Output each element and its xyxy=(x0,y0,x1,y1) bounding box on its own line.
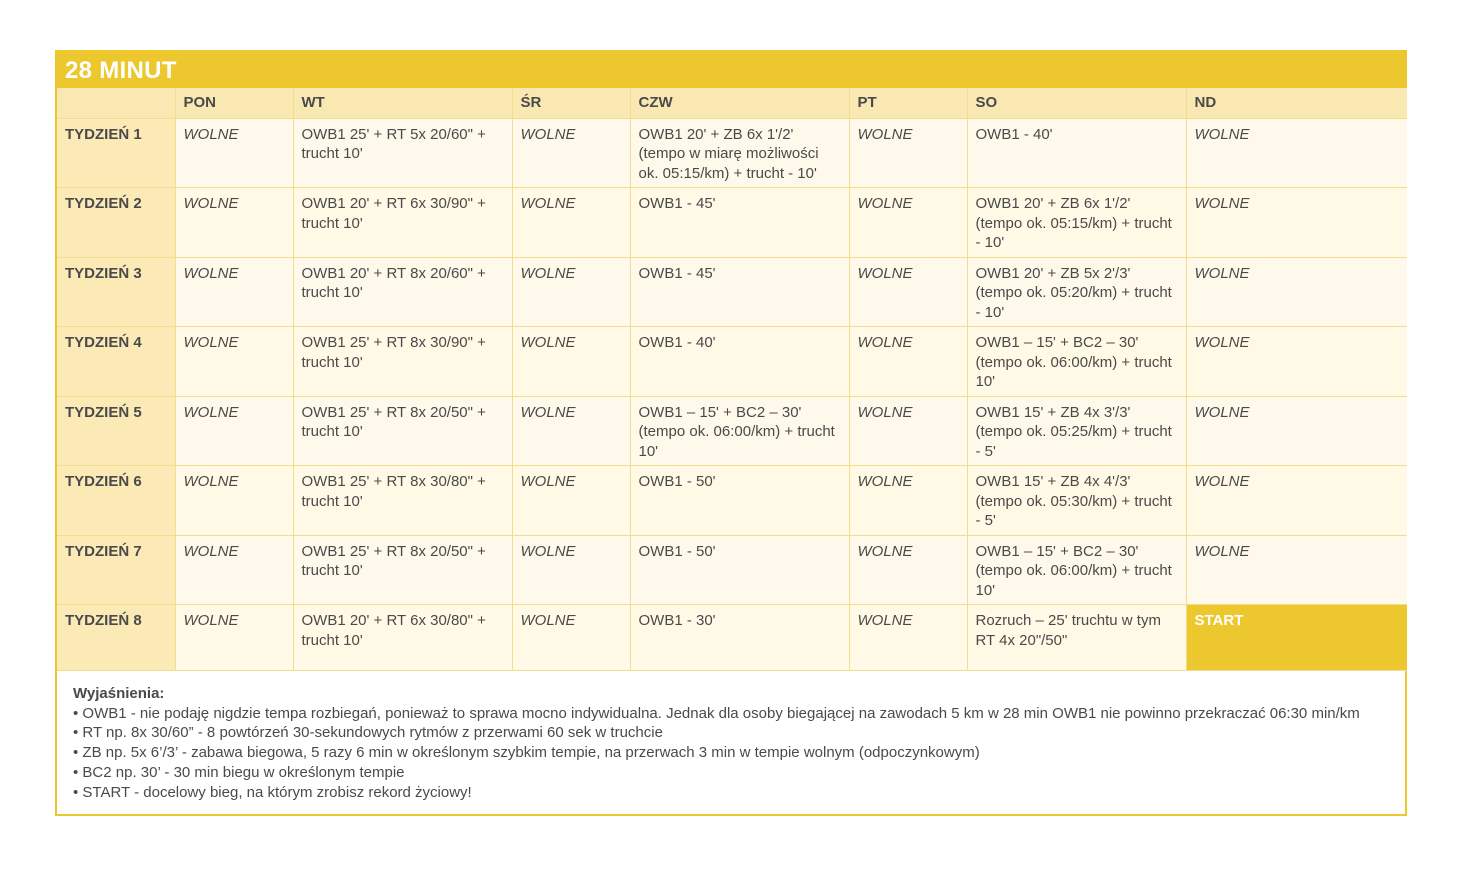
cell-pt: WOLNE xyxy=(849,118,967,188)
cell-czw: OWB1 - 30' xyxy=(630,605,849,671)
week-label: TYDZIEŃ 3 xyxy=(57,257,175,327)
cell-czw: OWB1 - 45' xyxy=(630,257,849,327)
explanation-item: • BC2 np. 30’ - 30 min biegu w określonym tempie xyxy=(73,763,405,781)
cell-czw: OWB1 - 50' xyxy=(630,466,849,536)
cell-wt: OWB1 25' + RT 8x 20/50" + trucht 10' xyxy=(293,396,512,466)
cell-pt: WOLNE xyxy=(849,396,967,466)
cell-wt: OWB1 20' + RT 8x 20/60" + trucht 10' xyxy=(293,257,512,327)
cell-czw: OWB1 – 15' + BC2 – 30' (tempo ok. 06:00/km) + trucht 10' xyxy=(630,396,849,466)
cell-wt: OWB1 25' + RT 8x 20/50" + trucht 10' xyxy=(293,535,512,605)
day-header-row xyxy=(57,88,1407,118)
explanation-item: • OWB1 - nie podaję nigdzie tempa rozbiegań, ponieważ to sprawa mocno indywidualna. Jednak dla osoby biegającej na zawodach 5 km w 28 min OWB1 nie powinno przekraczać 06:30 min/km xyxy=(73,704,1360,722)
cell-sr: WOLNE xyxy=(512,118,630,188)
cell-sr: WOLNE xyxy=(512,188,630,258)
week-label: TYDZIEŃ 4 xyxy=(57,327,175,397)
cell-sr: WOLNE xyxy=(512,535,630,605)
cell-pon: WOLNE xyxy=(175,188,293,258)
cell-pt: WOLNE xyxy=(849,188,967,258)
day-header-czw: CZW xyxy=(630,88,849,118)
day-header-wt: WT xyxy=(293,88,512,118)
week-label: TYDZIEŃ 6 xyxy=(57,466,175,536)
cell-sr: WOLNE xyxy=(512,466,630,536)
week-row xyxy=(57,466,1407,536)
cell-czw: OWB1 20' + ZB 6x 1'/2' (tempo w miarę możliwości ok. 05:15/km) + trucht - 10' xyxy=(630,118,849,188)
cell-so: OWB1 15' + ZB 4x 4'/3' (tempo ok. 05:30/km) + trucht - 5' xyxy=(967,466,1186,536)
week-row xyxy=(57,327,1407,397)
cell-wt: OWB1 20' + RT 6x 30/80" + trucht 10' xyxy=(293,605,512,671)
week-row xyxy=(57,605,1407,671)
cell-pon: WOLNE xyxy=(175,327,293,397)
cell-nd: WOLNE xyxy=(1186,396,1407,466)
cell-so: OWB1 20' + ZB 5x 2'/3' (tempo ok. 05:20/km) + trucht - 10' xyxy=(967,257,1186,327)
explanation-item: • ZB np. 5x 6’/3’ - zabawa biegowa, 5 razy 6 min w określonym szybkim tempie, na przerwach 3 min w tempie wolnym (odpoczynkowym) xyxy=(73,744,980,762)
week-label: TYDZIEŃ 5 xyxy=(57,396,175,466)
week-label: TYDZIEŃ 8 xyxy=(57,605,175,671)
cell-so: Rozruch – 25' truchtu w tym RT 4x 20"/50" xyxy=(967,605,1186,671)
cell-wt: OWB1 20' + RT 6x 30/90" + trucht 10' xyxy=(293,188,512,258)
cell-nd: WOLNE xyxy=(1186,257,1407,327)
cell-pon: WOLNE xyxy=(175,466,293,536)
start-cell: START xyxy=(1186,605,1407,671)
explanation-item: • RT np. 8x 30/60” - 8 powtórzeń 30-sekundowych rytmów z przerwami 60 sek w truchcie xyxy=(73,724,663,742)
week-row xyxy=(57,188,1407,258)
cell-so: OWB1 – 15' + BC2 – 30' (tempo ok. 06:00/km) + trucht 10' xyxy=(967,327,1186,397)
cell-sr: WOLNE xyxy=(512,257,630,327)
cell-so: OWB1 - 40' xyxy=(967,118,1186,188)
cell-so: OWB1 15' + ZB 4x 3'/3' (tempo ok. 05:25/km) + trucht - 5' xyxy=(967,396,1186,466)
cell-czw: OWB1 - 50' xyxy=(630,535,849,605)
day-header-nd: ND xyxy=(1186,88,1407,118)
week-row xyxy=(57,396,1407,466)
training-plan xyxy=(55,50,1407,816)
cell-nd: WOLNE xyxy=(1186,535,1407,605)
plan-title: 28 MINUT xyxy=(57,52,1405,88)
cell-sr: WOLNE xyxy=(512,396,630,466)
week-label: TYDZIEŃ 7 xyxy=(57,535,175,605)
week-row xyxy=(57,257,1407,327)
cell-wt: OWB1 25' + RT 5x 20/60" + trucht 10' xyxy=(293,118,512,188)
cell-pt: WOLNE xyxy=(849,605,967,671)
day-header-so: SO xyxy=(967,88,1186,118)
cell-wt: OWB1 25' + RT 8x 30/80" + trucht 10' xyxy=(293,466,512,536)
cell-so: OWB1 – 15' + BC2 – 30' (tempo ok. 06:00/km) + trucht 10' xyxy=(967,535,1186,605)
cell-pon: WOLNE xyxy=(175,535,293,605)
cell-nd: WOLNE xyxy=(1186,466,1407,536)
cell-czw: OWB1 - 45' xyxy=(630,188,849,258)
explanations xyxy=(73,684,1360,802)
cell-so: OWB1 20' + ZB 6x 1'/2' (tempo ok. 05:15/km) + trucht - 10' xyxy=(967,188,1186,258)
cell-nd: WOLNE xyxy=(1186,188,1407,258)
cell-pt: WOLNE xyxy=(849,257,967,327)
week-row xyxy=(57,535,1407,605)
week-label: TYDZIEŃ 2 xyxy=(57,188,175,258)
day-header-pt: PT xyxy=(849,88,967,118)
cell-czw: OWB1 - 40' xyxy=(630,327,849,397)
cell-pon: WOLNE xyxy=(175,257,293,327)
cell-sr: WOLNE xyxy=(512,327,630,397)
week-label: TYDZIEŃ 1 xyxy=(57,118,175,188)
week-row xyxy=(57,118,1407,188)
cell-nd: WOLNE xyxy=(1186,327,1407,397)
cell-pon: WOLNE xyxy=(175,605,293,671)
day-header-corner xyxy=(57,88,175,118)
explanations-heading: Wyjaśnienia: xyxy=(73,685,165,702)
cell-pon: WOLNE xyxy=(175,118,293,188)
cell-pon: WOLNE xyxy=(175,396,293,466)
schedule-table xyxy=(57,88,1407,671)
cell-pt: WOLNE xyxy=(849,466,967,536)
day-header-sr: ŚR xyxy=(512,88,630,118)
cell-nd: WOLNE xyxy=(1186,118,1407,188)
cell-pt: WOLNE xyxy=(849,535,967,605)
day-header-pon: PON xyxy=(175,88,293,118)
cell-sr: WOLNE xyxy=(512,605,630,671)
explanation-item: • START - docelowy bieg, na którym zrobisz rekord życiowy! xyxy=(73,783,472,801)
cell-wt: OWB1 25' + RT 8x 30/90" + trucht 10' xyxy=(293,327,512,397)
cell-pt: WOLNE xyxy=(849,327,967,397)
